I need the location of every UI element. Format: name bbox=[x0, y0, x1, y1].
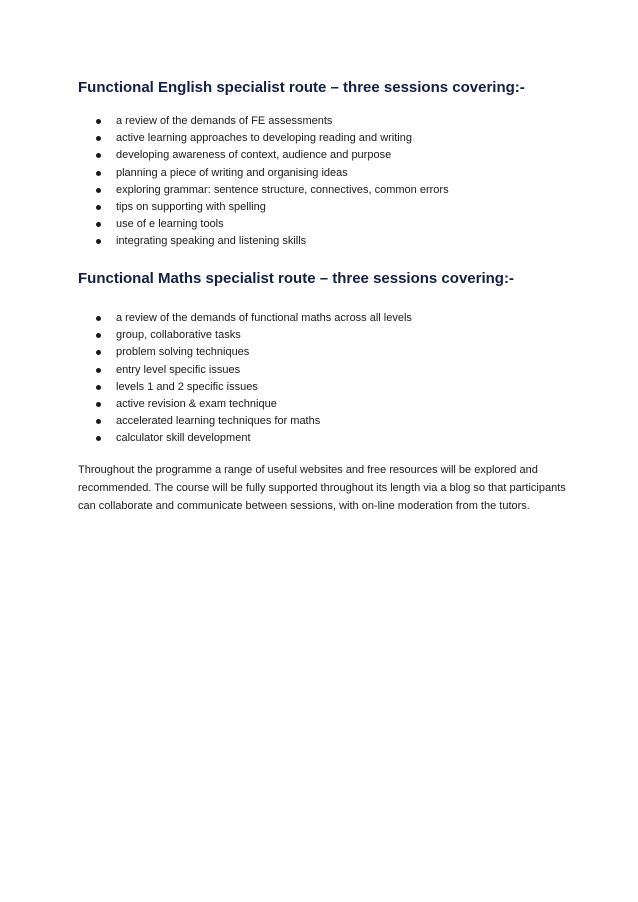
bullet-icon bbox=[96, 119, 101, 124]
bullet-icon bbox=[96, 402, 101, 407]
list-item-text: tips on supporting with spelling bbox=[116, 200, 266, 213]
bullet-icon bbox=[96, 350, 101, 355]
list-item-text: exploring grammar: sentence structure, connectives, common errors bbox=[116, 183, 449, 196]
list-item-text: active learning approaches to developing reading and writing bbox=[116, 132, 412, 145]
list-item-text: accelerated learning techniques for maths bbox=[116, 415, 321, 428]
bullet-icon bbox=[96, 222, 101, 227]
maths-section-heading: Functional Maths specialist route – three sessions covering:- bbox=[78, 270, 514, 287]
list-item-text: entry level specific issues bbox=[116, 363, 241, 376]
bullet-icon bbox=[96, 333, 101, 338]
list-item-text: group, collaborative tasks bbox=[116, 329, 241, 342]
bullet-icon bbox=[96, 239, 101, 244]
bullet-icon bbox=[96, 436, 101, 441]
list-item-text: integrating speaking and listening skills bbox=[116, 235, 307, 248]
list-item-text: use of e learning tools bbox=[116, 218, 224, 231]
list-item-text: problem solving techniques bbox=[116, 346, 250, 359]
list-item-text: planning a piece of writing and organising ideas bbox=[116, 166, 348, 179]
bullet-icon bbox=[96, 385, 101, 390]
bullet-icon bbox=[96, 153, 101, 158]
bullet-icon bbox=[96, 136, 101, 141]
bullet-icon bbox=[96, 205, 101, 210]
bullet-icon bbox=[96, 171, 101, 176]
list-item-text: a review of the demands of FE assessments bbox=[116, 115, 333, 127]
list-item-text: a review of the demands of functional maths across all levels bbox=[116, 312, 412, 324]
bullet-icon bbox=[96, 188, 101, 193]
bullet-icon bbox=[96, 368, 101, 373]
bullet-icon bbox=[96, 419, 101, 424]
list-item-text: levels 1 and 2 specific issues bbox=[116, 380, 258, 393]
bullet-icon bbox=[96, 316, 101, 321]
list-item-text: developing awareness of context, audience and purpose bbox=[116, 149, 392, 162]
list-item-text: active revision & exam technique bbox=[116, 397, 277, 410]
list-item-text: calculator skill development bbox=[116, 432, 251, 445]
english-section-heading: Functional English specialist route – three sessions covering:- bbox=[78, 79, 525, 96]
closing-paragraph: Throughout the programme a range of useful websites and free resources will be explored and recommended. The course will be fully supported throughout its length via a blog so that participants can collaborate and communicate between sessions, with on-line moderation from the tutors. bbox=[78, 464, 566, 513]
